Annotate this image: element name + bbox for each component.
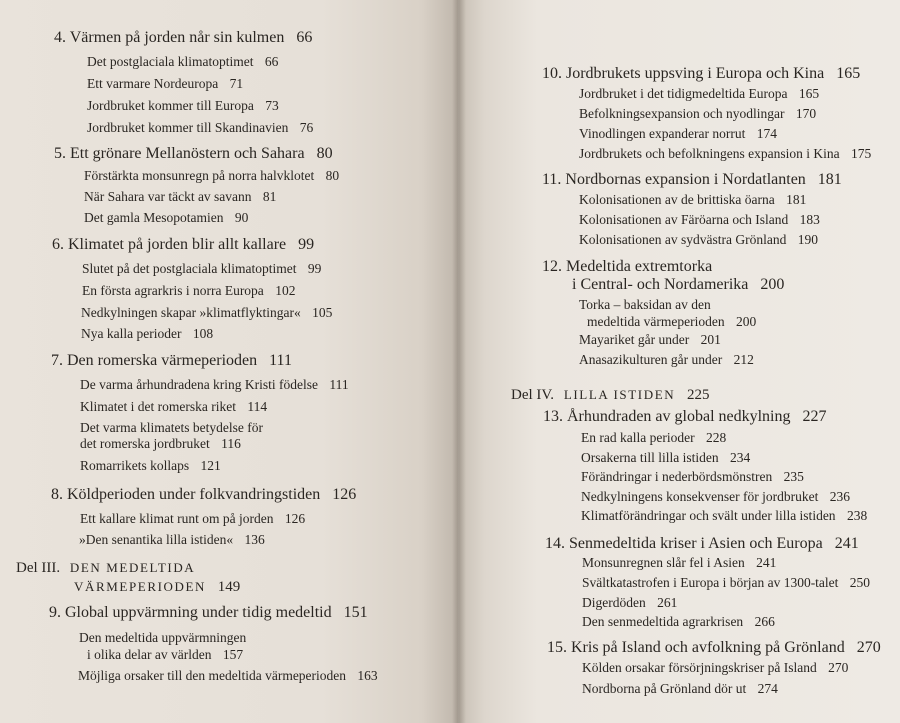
toc-section: [582, 556, 776, 570]
page-number: 81: [262, 189, 277, 204]
page-number: 108: [192, 326, 214, 341]
toc-section: [582, 661, 848, 675]
section-title: Befolkningsexpansion och nyodlingar: [579, 106, 785, 121]
chapter-number: 10.: [542, 65, 562, 82]
toc-section: [581, 431, 726, 445]
toc-section: [579, 107, 816, 121]
page-number: 261: [657, 595, 678, 610]
toc-section: [582, 576, 870, 590]
part-title: LILLA ISTIDEN: [563, 387, 676, 402]
chapter-title: Nordbornas expansion i Nordatlanten: [565, 171, 806, 188]
section-title: medeltida värmeperioden: [587, 314, 725, 329]
section-title: Vinodlingen expanderar norrut: [579, 126, 746, 141]
toc-part: [16, 561, 195, 576]
toc-chapter: [54, 146, 333, 162]
page-number: 116: [221, 436, 241, 451]
page-number: 201: [700, 332, 721, 347]
page-number: 181: [817, 171, 842, 188]
toc-section: [84, 190, 276, 204]
page-number: 236: [829, 489, 850, 504]
page-number: 170: [795, 106, 817, 121]
section-title: Kolonisationen av Färöarna och Island: [579, 212, 789, 227]
page-number: 99: [307, 261, 322, 276]
book-gutter: [452, 0, 466, 723]
toc-section: [80, 437, 241, 451]
toc-section: [579, 127, 777, 141]
section-title: Det postglaciala klimatoptimet: [87, 54, 254, 69]
page-number: 175: [850, 146, 872, 161]
section-title: Romarrikets kollaps: [80, 458, 190, 473]
page-number: 102: [275, 283, 296, 298]
page-number: 174: [756, 126, 778, 141]
toc-section: [87, 648, 243, 662]
toc-chapter: [49, 605, 368, 621]
section-title: Möjliga orsaker till den medeltida värmeperioden: [78, 668, 347, 683]
toc-chapter: [543, 409, 827, 425]
page-number: 163: [357, 668, 378, 683]
page-number: 200: [735, 314, 757, 329]
section-title: Det varma klimatets betydelse för: [80, 420, 263, 435]
page-number: 270: [856, 639, 881, 656]
toc-section: [81, 306, 332, 320]
toc-section: [80, 459, 221, 473]
toc-section: [78, 669, 378, 683]
section-title: »Den senantika lilla istiden«: [79, 532, 234, 547]
page-number: 225: [686, 387, 710, 403]
section-title: Anasazikulturen går under: [579, 352, 723, 367]
chapter-title: Den romerska värmeperioden: [67, 352, 258, 369]
chapter-number: 11.: [542, 171, 562, 188]
section-title: Förstärkta monsunregn på norra halvklotet: [84, 168, 315, 183]
page-number: 114: [247, 399, 268, 414]
chapter-number: 7.: [51, 352, 63, 369]
chapter-title: Senmedeltida kriser i Asien och Europa: [569, 535, 823, 552]
toc-section: [582, 682, 778, 696]
toc-section: [84, 169, 339, 183]
toc-chapter: [542, 66, 860, 82]
toc-section: [79, 631, 246, 645]
part-title: VÄRMEPERIODEN: [74, 579, 207, 594]
toc-chapter: [51, 487, 356, 503]
section-title: Jordbruket kommer till Europa: [87, 98, 254, 113]
section-title: Nya kalla perioder: [81, 326, 182, 341]
chapter-title: i Central- och Nordamerika: [572, 276, 749, 293]
toc-section: [87, 55, 278, 69]
section-title: Jordbruket kommer till Skandinavien: [87, 120, 289, 135]
toc-section: [82, 284, 295, 298]
toc-section: [80, 378, 349, 392]
chapter-number: 13.: [543, 408, 563, 425]
chapter-title: Värmen på jorden når sin kulmen: [69, 29, 285, 46]
page-number: 235: [783, 469, 804, 484]
page-number: 136: [244, 532, 265, 547]
toc-chapter: [51, 353, 292, 369]
section-title: När Sahara var täckt av savann: [84, 189, 252, 204]
page-number: 71: [229, 76, 244, 91]
section-title: i olika delar av världen: [87, 647, 212, 662]
toc-chapter: [572, 277, 784, 293]
page-number: 80: [316, 145, 333, 162]
part-label: Del IV.: [511, 387, 555, 403]
toc-section: [579, 147, 871, 161]
section-title: Klimatförändringar och svält under lilla istiden: [581, 508, 836, 523]
section-title: Torka – baksidan av den: [579, 297, 711, 312]
toc-section: [81, 327, 213, 341]
part-label: Del III.: [16, 560, 61, 576]
section-title: Kolonisationen av sydvästra Grönland: [579, 232, 787, 247]
page-number: 274: [757, 681, 778, 696]
toc-section: [582, 615, 775, 629]
section-title: Nordborna på Grönland dör ut: [582, 681, 747, 696]
chapter-title: Århundraden av global nedkylning: [567, 408, 791, 425]
page-number: 190: [797, 232, 818, 247]
section-title: Kölden orsakar försörjningskriser på Island: [582, 660, 817, 675]
toc-part: [74, 580, 240, 595]
chapter-number: 8.: [51, 486, 63, 503]
page-number: 241: [756, 555, 777, 570]
toc-part: [511, 388, 709, 403]
toc-section: [582, 596, 677, 610]
page-number: 165: [836, 65, 861, 82]
toc-section: [80, 400, 267, 414]
toc-section: [79, 533, 265, 547]
toc-section: [579, 333, 721, 347]
section-title: Monsunregnen slår fel i Asien: [582, 555, 745, 570]
toc-section: [579, 233, 818, 247]
chapter-number: 9.: [49, 604, 61, 621]
page-number: 151: [343, 604, 368, 621]
section-title: Jordbrukets och befolkningens expansion i Kina: [579, 146, 840, 161]
toc-section: [587, 315, 756, 329]
part-title: DEN MEDELTIDA: [69, 560, 196, 575]
page-number: 66: [296, 29, 313, 46]
toc-chapter: [542, 172, 842, 188]
section-title: Den senmedeltida agrarkrisen: [582, 614, 744, 629]
section-title: Kolonisationen av de brittiska öarna: [579, 192, 775, 207]
page-number: 165: [798, 86, 820, 101]
page-number: 212: [733, 352, 754, 367]
chapter-title: Global uppvärmning under tidig medeltid: [65, 604, 332, 621]
section-title: Det gamla Mesopotamien: [84, 210, 224, 225]
chapter-title: Jordbrukets uppsving i Europa och Kina: [566, 65, 825, 82]
toc-chapter: [542, 259, 712, 275]
section-title: Nedkylningens konsekvenser för jordbruket: [581, 489, 819, 504]
section-title: Ett kallare klimat runt om på jorden: [80, 511, 274, 526]
section-title: Den medeltida uppvärmningen: [79, 630, 247, 645]
section-title: Digerdöden: [582, 595, 646, 610]
chapter-number: 6.: [52, 236, 64, 253]
page-number: 111: [329, 377, 349, 392]
toc-section: [581, 509, 867, 523]
chapter-title: Medeltida extremtorka: [566, 258, 713, 275]
toc-section: [579, 353, 754, 367]
section-title: En rad kalla perioder: [581, 430, 695, 445]
toc-section: [87, 99, 279, 113]
page-number: 250: [849, 575, 871, 590]
page-number: 90: [234, 210, 249, 225]
toc-section: [80, 421, 263, 435]
page-number: 241: [834, 535, 859, 552]
section-title: Jordbruket i det tidigmedeltida Europa: [579, 86, 788, 101]
section-title: Nedkylningen skapar »klimatflyktingar«: [81, 305, 301, 320]
page-number: 234: [729, 450, 751, 465]
chapter-number: 15.: [547, 639, 567, 656]
toc-section: [581, 490, 850, 504]
page-number: 183: [799, 212, 820, 227]
page-number: 238: [846, 508, 868, 523]
page-number: 270: [828, 660, 849, 675]
page-number: 228: [705, 430, 727, 445]
toc-chapter: [545, 536, 859, 552]
page-number: 111: [269, 352, 292, 369]
toc-chapter: [547, 640, 881, 656]
toc-section: [581, 470, 804, 484]
chapter-title: Kris på Island och avfolkning på Grönland: [571, 639, 845, 656]
chapter-number: 4.: [54, 29, 66, 46]
section-title: De varma århundradena kring Kristi födelse: [80, 377, 319, 392]
page-number: 200: [760, 276, 785, 293]
chapter-title: Köldperioden under folkvandringstiden: [67, 486, 321, 503]
chapter-number: 5.: [54, 145, 66, 162]
page-number: 266: [754, 614, 775, 629]
section-title: Slutet på det postglaciala klimatoptimet: [82, 261, 297, 276]
page-number: 181: [786, 192, 807, 207]
page-number: 126: [284, 511, 306, 526]
chapter-number: 14.: [545, 535, 565, 552]
page-number: 121: [200, 458, 221, 473]
page-number: 66: [264, 54, 279, 69]
chapter-number: 12.: [542, 258, 562, 275]
toc-section: [87, 77, 243, 91]
page-number: 73: [265, 98, 279, 113]
toc-section: [80, 512, 305, 526]
section-title: Mayariket går under: [579, 332, 690, 347]
chapter-title: Klimatet på jorden blir allt kallare: [68, 236, 287, 253]
page-number: 227: [802, 408, 827, 425]
section-title: Orsakerna till lilla istiden: [581, 450, 719, 465]
page-number: 80: [325, 168, 340, 183]
section-title: Klimatet i det romerska riket: [80, 399, 236, 414]
section-title: Ett varmare Nordeuropa: [87, 76, 219, 91]
toc-section: [579, 298, 711, 312]
section-title: En första agrarkris i norra Europa: [82, 283, 264, 298]
toc-section: [579, 213, 820, 227]
page-number: 157: [222, 647, 244, 662]
section-title: det romerska jordbruket: [80, 436, 210, 451]
toc-chapter: [52, 237, 314, 253]
toc-section: [84, 211, 248, 225]
section-title: Svältkatastrofen i Europa i början av 1300-talet: [582, 575, 839, 590]
toc-section: [579, 87, 819, 101]
page-number: 76: [299, 120, 314, 135]
page-number: 149: [217, 579, 241, 595]
page-number: 105: [312, 305, 333, 320]
page-number: 126: [332, 486, 357, 503]
page-number: 99: [298, 236, 315, 253]
toc-section: [87, 121, 313, 135]
toc-chapter: [54, 30, 312, 46]
toc-section: [581, 451, 750, 465]
toc-section: [579, 193, 806, 207]
chapter-title: Ett grönare Mellanöstern och Sahara: [70, 145, 305, 162]
toc-section: [82, 262, 321, 276]
section-title: Förändringar i nederbördsmönstren: [581, 469, 773, 484]
